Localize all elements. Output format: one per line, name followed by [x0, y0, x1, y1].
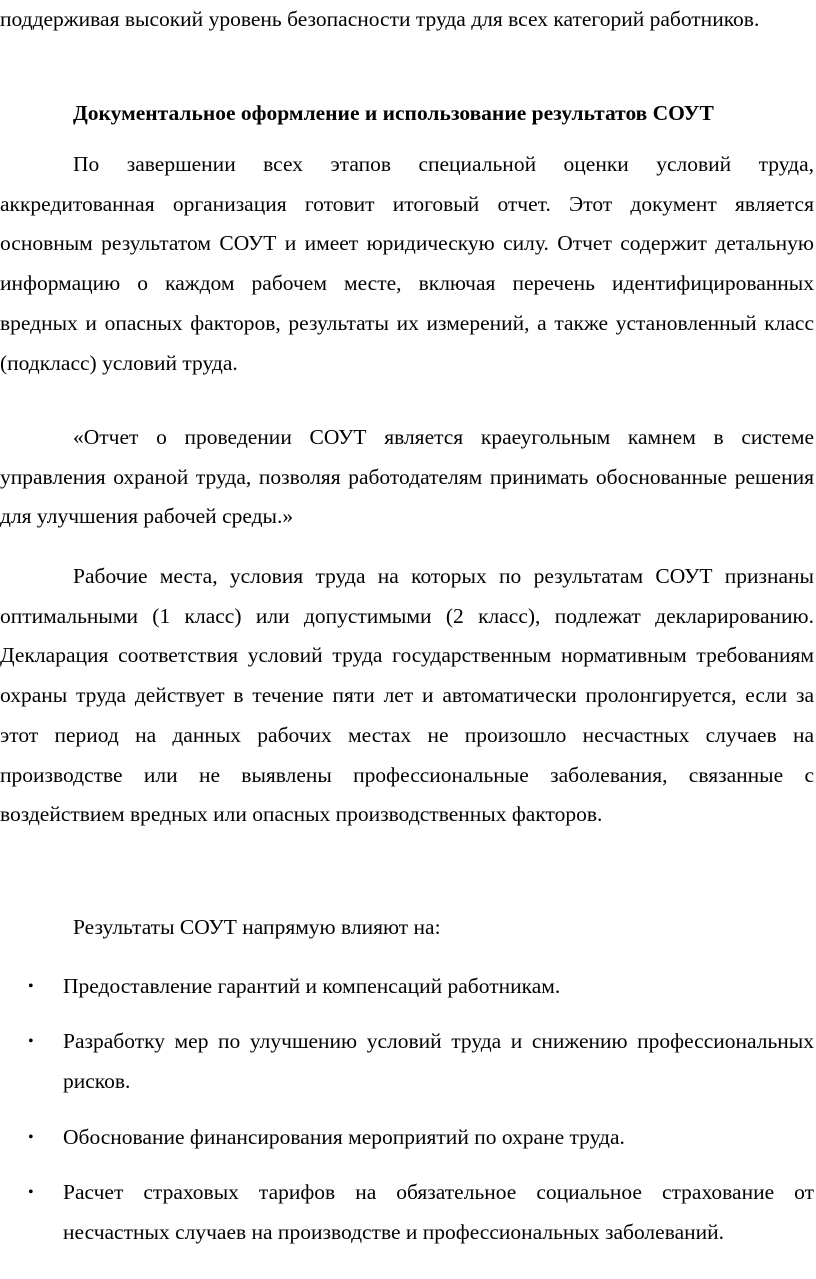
paragraph-list-intro: Результаты СОУТ напрямую влияют на: [73, 915, 441, 939]
paragraph-continuation: поддерживая высокий уровень безопасности труда для всех категорий работников. [0, 7, 760, 31]
list-item-text: Обоснование финансирования мероприятий по охране труда. [63, 1125, 625, 1149]
list-item-text: Расчет страховых тарифов на обязательное социальное страхование от несчастных случаев на производстве и профессиональных заболеваний. [63, 1180, 814, 1244]
paragraph-declaration: Рабочие места, условия труда на которых по результатам СОУТ признаны оптимальными (1 класс) или допустимыми (2 класс), подлежат декларированию. Декларация соответствия условий труда государственным нормативным требованиям охраны труда действует в течение пяти лет и автоматически пролонгируется, если за этот период на данных рабочих местах не произошло несчастных случаев на производстве или не выявлены профессиональные заболевания, связанные с воздействием вредных или опасных производственных факторов. [0, 564, 814, 827]
paragraph-quote: «Отчет о проведении СОУТ является краеугольным камнем в системе управления охраной труда, позволяя работодателям принимать обоснованные решения для улучшения рабочей среды.» [0, 425, 814, 529]
section-heading: Документальное оформление и использование результатов СОУТ [73, 101, 714, 125]
paragraph-report: По завершении всех этапов специальной оценки условий труда, аккредитованная организация готовит итоговый отчет. Этот документ является основным результатом СОУТ и имеет юридическую силу. Отчет содержит детальную информацию о каждом рабочем месте, включая перечень идентифицированных вредных и опасных факторов, результаты их измерений, а также установленный класс (подкласс) условий труда. [0, 152, 814, 375]
bullet-icon: • [28, 1184, 34, 1201]
list-item-text: Предоставление гарантий и компенсаций работникам. [63, 974, 561, 998]
list-item-text: Разработку мер по улучшению условий труда и снижению профессиональных рисков. [63, 1029, 814, 1093]
bullet-icon: • [28, 1033, 34, 1050]
bullet-icon: • [28, 978, 34, 995]
bullet-icon: • [28, 1129, 34, 1146]
